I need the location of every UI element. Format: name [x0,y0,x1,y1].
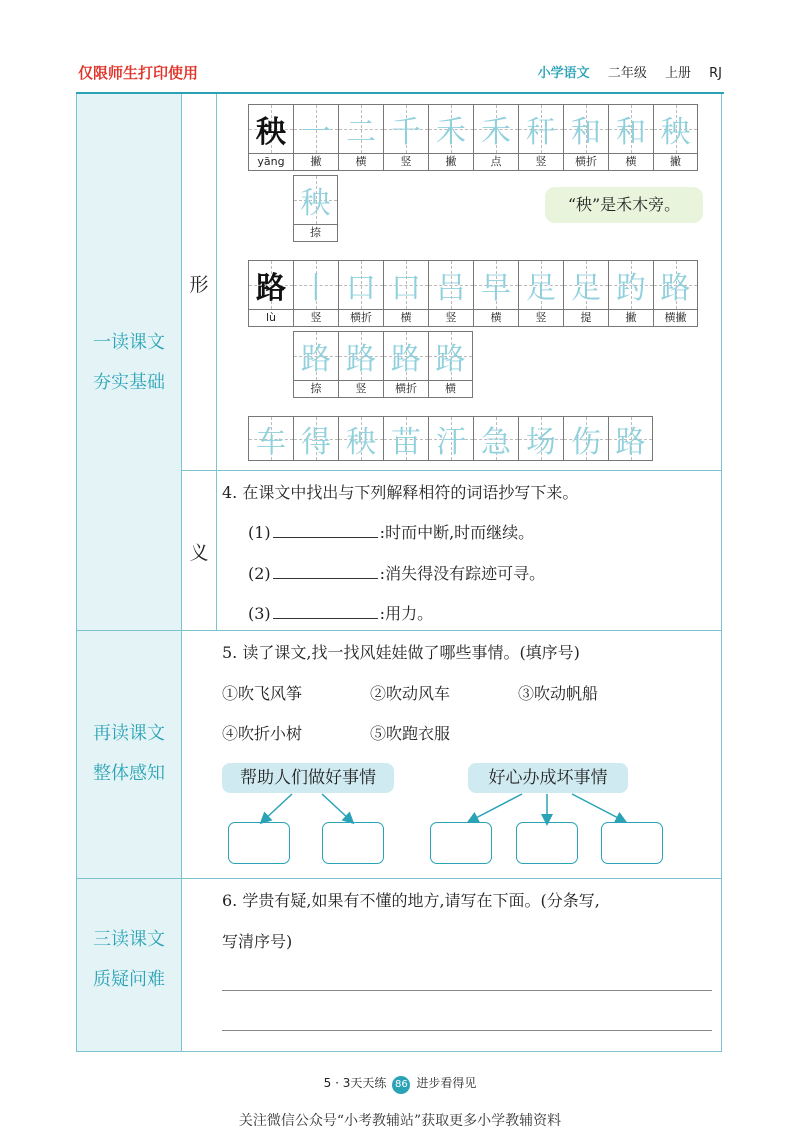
arrow [322,794,350,820]
q5-option: ⑤吹跑衣服 [370,724,451,743]
answer-blank[interactable] [273,618,378,619]
stroke-name: 提 [580,311,592,324]
stroke-cell [293,104,338,171]
answer-box[interactable] [322,822,384,864]
trace-character: 路 [346,342,376,377]
stroke-cell [338,260,383,327]
radical-note: “秧”是禾木旁。 [545,187,703,223]
trace-character: 禾 [436,115,466,150]
trace-character: 丨 [301,271,331,306]
arrow [572,794,622,820]
stroke-name: 横 [445,382,456,395]
trace-character: 路 [660,271,691,306]
trace-character: 口 [346,271,376,306]
trace-character: 路 [435,342,466,377]
stroke-cell [563,104,608,171]
q5-stem: 5. 读了课文,找一找风娃娃做了哪些事情。(填序号) [222,643,580,662]
subject: 小学语文 [537,66,590,81]
sub-label-xing: 形 [189,274,209,296]
answer-box[interactable] [228,822,290,864]
writing-line[interactable] [222,1030,712,1031]
q5-option: ③吹动帆船 [518,684,599,703]
trace-character: 早 [481,271,511,306]
trace-character: 和 [616,115,646,150]
arrow [472,794,522,820]
stroke-cell [608,260,653,327]
stroke-name: 横 [355,155,367,168]
practice-cell[interactable]: 路 [608,416,653,461]
trace-character: 秧 [300,186,331,221]
divider [76,878,722,879]
stroke-cell [608,104,653,171]
trace-character: 吕 [436,271,466,306]
stroke-name: 横 [625,155,637,168]
stroke-name: 撇 [310,155,322,168]
trace-character: 路 [301,342,331,377]
volume: 上册 [664,66,691,81]
stroke-name: 竖 [400,155,412,168]
stroke-name: 竖 [310,311,322,324]
pinyin: yāng [257,155,285,168]
page-number: 86 [392,1076,410,1094]
stroke-cell [563,260,608,327]
stroke-cell [383,331,428,398]
practice-cell[interactable]: 秧 [338,416,383,461]
q5-option: ④吹折小树 [222,724,303,743]
section-2-label: 再读课文 整体感知 [93,723,165,784]
stroke-cell [293,260,338,327]
practice-cell[interactable]: 场 [518,416,563,461]
stroke-name: 横折 [350,311,372,324]
model-character: 路 [256,271,286,306]
stroke-grid-yang [248,104,698,171]
stroke-cell [338,104,383,171]
q4-stem: 4. 在课文中找出与下列解释相符的词语抄写下来。 [222,483,579,502]
stroke-cell [248,260,293,327]
stroke-cell [248,104,293,171]
practice-cell[interactable]: 伤 [563,416,608,461]
section-3-label: 三读课文 质疑问难 [93,929,165,990]
q4-item: (2) :消失得没有踪迹可寻。 [248,564,546,583]
stroke-name: 点 [490,155,502,168]
trace-character: 秆 [526,115,556,150]
trace-character: 足 [526,271,556,306]
stroke-name: 横 [400,311,412,324]
trace-character: 秧 [660,115,691,150]
divider [182,470,722,471]
practice-cell[interactable]: 得 [293,416,338,461]
divider [76,630,722,631]
trace-character: 趵 [616,271,646,306]
stroke-cell [473,104,518,171]
stroke-cell [293,331,338,398]
stroke-name: 竖 [355,382,367,395]
q4-item: (3) :用力。 [248,604,434,623]
bad-deeds-label: 好心办成坏事情 [468,763,628,793]
stroke-name: 撇 [625,311,637,324]
practice-cell[interactable]: 急 [473,416,518,461]
answer-box[interactable] [430,822,492,864]
footer: 5 · 3天天练 86 进步看得见 [0,1074,800,1094]
stroke-name: 竖 [535,311,547,324]
stroke-name: 捺 [310,382,322,395]
q4-item: (1) :时而中断,时而继续。 [248,523,535,542]
stroke-name: 捺 [310,226,321,239]
practice-grid [248,416,653,461]
trace-character: 和 [571,115,601,150]
stroke-name: 撇 [445,155,457,168]
stroke-name: 竖 [535,155,547,168]
answer-box[interactable] [516,822,578,864]
practice-cell[interactable]: 苗 [383,416,428,461]
trace-character: 一 [301,115,331,150]
stroke-name: 竖 [445,311,457,324]
stroke-cell [428,104,473,171]
model-character: 秧 [256,115,286,150]
stroke-grid-lu [248,260,698,327]
trace-character: 路 [391,342,421,377]
stroke-name: 撇 [670,155,681,168]
writing-line[interactable] [222,990,712,991]
sub-label-yi: 义 [189,542,209,564]
stroke-cell [518,260,563,327]
practice-cell[interactable]: 汗 [428,416,473,461]
stroke-cell [428,331,473,398]
stroke-cell [473,260,518,327]
stroke-name: 横折 [575,155,597,168]
promo-note: 关注微信公众号“小考教辅站”获取更多小学教辅资料 [238,1113,562,1129]
answer-blank[interactable] [273,537,378,538]
answer-blank[interactable] [273,578,378,579]
stroke-name: 横折 [395,382,417,395]
stroke-cell [293,175,338,242]
answer-box[interactable] [601,822,663,864]
stroke-cell [383,260,428,327]
q5-option: ①吹飞风筝 [222,684,303,703]
book-info [538,62,722,81]
stroke-cell [383,104,428,171]
practice-cell[interactable]: 车 [248,416,293,461]
stroke-cell [653,104,698,171]
trace-character: 禾 [481,115,511,150]
trace-character: 口 [391,271,421,306]
q5-option: ②吹动风车 [370,684,451,703]
stroke-cell [428,260,473,327]
trace-character: 足 [571,271,601,306]
trace-character: 千 [391,115,421,150]
edition: RJ [709,66,722,81]
grade: 二年级 [607,66,647,81]
stroke-grid-yang-extra [293,175,338,242]
good-deeds-label: 帮助人们做好事情 [222,763,394,793]
stroke-name: 横 [490,311,502,324]
stroke-cell [518,104,563,171]
arrows [222,792,722,826]
pinyin: lù [265,311,277,324]
stroke-cell [653,260,698,327]
trace-character: 二 [346,115,376,150]
q6-stem: 写清序号) [222,932,293,951]
print-notice: 仅限师生打印使用 [78,64,199,82]
stroke-cell [338,331,383,398]
arrow [264,794,292,820]
stroke-grid-lu-extra [293,331,473,398]
q6-stem: 6. 学贵有疑,如果有不懂的地方,请写在下面。(分条写, [222,891,600,910]
stroke-name: 横撇 [664,311,687,324]
section-1-label: 一读课文 夯实基础 [93,332,165,393]
